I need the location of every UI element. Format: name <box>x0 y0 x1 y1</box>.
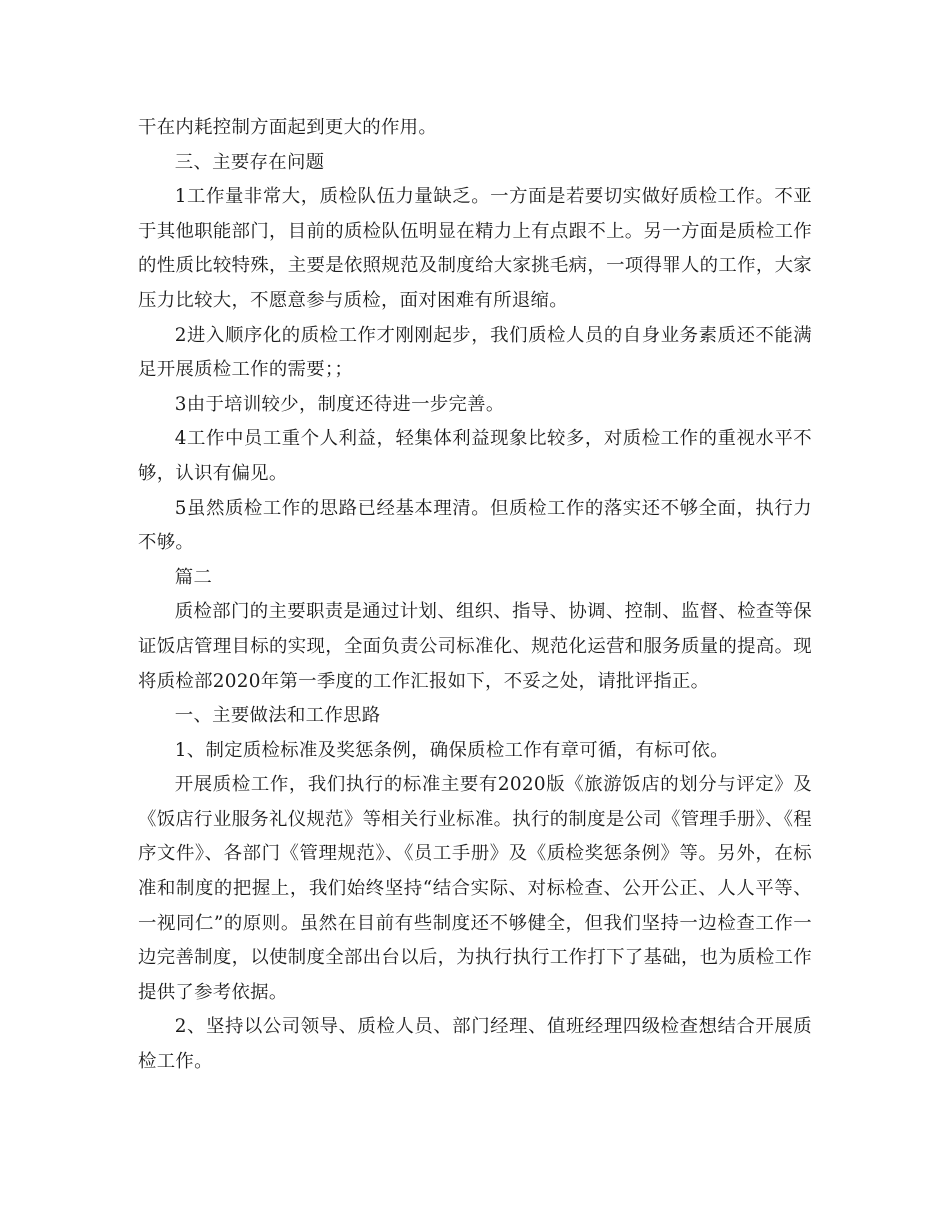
section-heading-methods: 一、主要做法和工作思路 <box>174 705 381 727</box>
paragraph-problem-4: 4工作中员工重个人利益，轻集体利益现象比较多，对质检工作的重视水平不够，认识有偏见。 <box>138 428 812 484</box>
paragraph-problem-2: 2进入顺序化的质检工作才刚刚起步，我们质检人员的自身业务素质还不能满足开展质检工作的需要；； <box>138 324 812 381</box>
paragraph-problem-5: 5虽然质检工作的思路已经基本理清。但质检工作的落实还不够全面，执行力不够。 <box>138 497 812 554</box>
paragraph-method-2: 2、坚持以公司领导、质检人员、部门经理、值班经理四级检查想结合开展质检工作。 <box>138 1016 812 1073</box>
document-body <box>138 111 812 1080</box>
paragraph-intro: 质检部门的主要职责是通过计划、组织、指导、协调、控制、监督、检查等保证饭店管理目标的实现，全面负责公司标准化、规范化运营和服务质量的提高。现将质检部2020年第一季度的工作汇报如下，不妥之处，请批评指正。 <box>138 601 812 692</box>
paragraph-problem-3: 3由于培训较少，制度还待进一步完善。 <box>174 393 505 415</box>
paragraph-standards: 开展质检工作，我们执行的标准主要有2020版《旅游饭店的划分与评定》及《饭店行业服务礼仪规范》等相关行业标准。执行的制度是公司《管理手册》、《程序文件》、各部门《管理规范》、《员工手册》及《质检奖惩条例》等。另外，在标准和制度的把握上，我们始终坚持“结合实际、对标检查、公开公正、人人平等、一视同仁”的原则。虽然在目前有些制度还不够健全，但我们坚持一边检查工作一边完善制度，以使制度全部出台以后，为执行执行工作打下了基础，也为质检工作提供了参考依据。 <box>138 774 812 1003</box>
section-heading-problems: 三、主要存在问题 <box>174 151 325 173</box>
paragraph-method-1: 1、制定质检标准及奖惩条例，确保质检工作有章可循，有标可依。 <box>174 739 729 761</box>
paragraph-problem-1: 1工作量非常大，质检队伍力量缺乏。一方面是若要切实做好质检工作。不亚于其他职能部门，目前的质检队伍明显在精力上有点跟不上。另一方面是质检工作的性质比较特殊，主要是依照规范及制度给大家挑毛病，一项得罪人的工作，大家压力比较大，不愿意参与质检，面对困难有所退缩。 <box>138 186 812 311</box>
paragraph-continuation: 干在内耗控制方面起到更大的作用。 <box>138 117 438 138</box>
part-heading-two: 篇二 <box>174 566 213 588</box>
